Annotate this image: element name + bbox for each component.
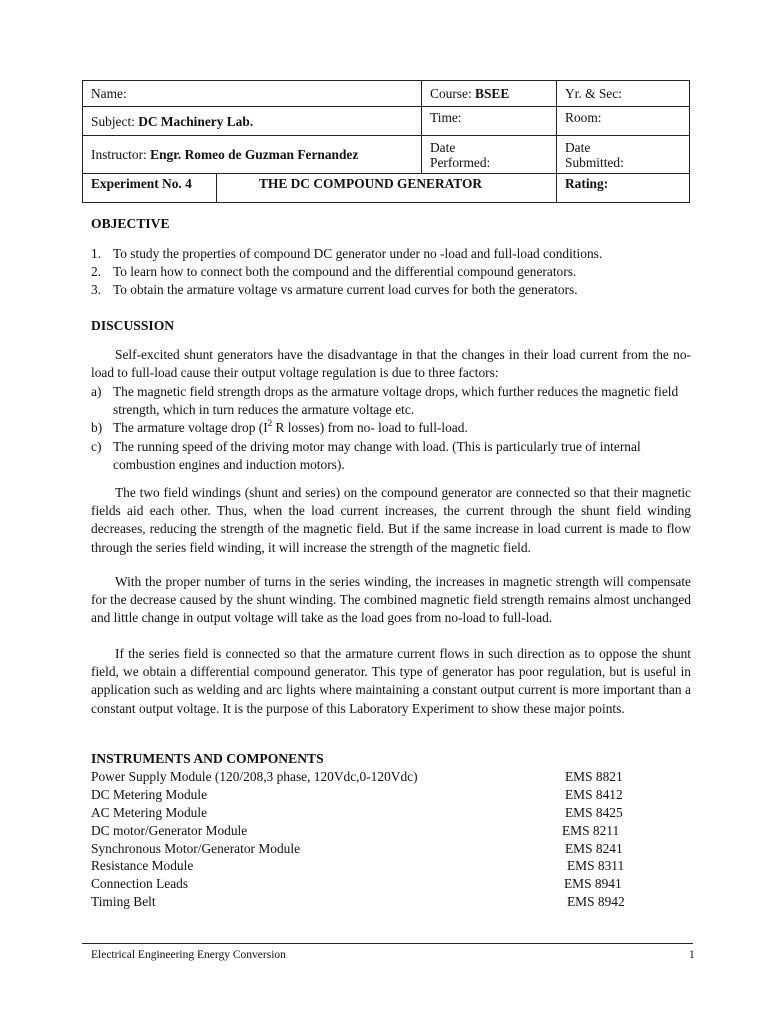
list-item: DC motor/Generator Module EMS 8211 xyxy=(91,822,620,838)
experiment-title: THE DC COMPOUND GENERATOR xyxy=(217,174,557,203)
lab-header-table xyxy=(82,80,690,203)
instruments-heading: INSTRUMENTS AND COMPONENTS xyxy=(91,751,324,766)
footer-text: Electrical Engineering Energy Conversion xyxy=(91,949,286,961)
factor-list xyxy=(91,383,691,474)
rating-cell: Rating: xyxy=(557,174,690,203)
list-item: 3. To obtain the armature voltage vs armature current load curves for both the generators. xyxy=(91,282,578,297)
list-item: Synchronous Motor/Generator Module EMS 8241 xyxy=(91,840,623,856)
discussion-paragraph-3: If the series field is connected so that the armature current flows in such direction as to oppose the shunt field, we obtain a differential compound generator. This type of generator has poor regulation, but is useful in application such as welding and arc lights where maintaining a constant output current is more important than a constant output voltage. It is the purpose of this Laboratory Experiment to show these major points. xyxy=(91,646,691,716)
list-item: Resistance Module EMS 8311 xyxy=(91,858,625,874)
list-item: Power Supply Module (120/208,3 phase, 120Vdc,0-120Vdc) EMS 8821 xyxy=(91,769,623,784)
discussion-paragraph-2: With the proper number of turns in the series winding, the increases in magnetic strength will compensate for the decrease caused by the shunt winding. The combined magnetic field strength remains almost unchanged and little change in output voltage will take as the load goes from no-load to full-load. xyxy=(91,574,691,626)
course-cell: Course: BSEE xyxy=(422,81,557,107)
page-number: 1 xyxy=(689,949,695,961)
footer-divider xyxy=(82,943,693,944)
instruments-list xyxy=(91,768,651,911)
list-item: Connection Leads EMS 8941 xyxy=(91,876,622,892)
list-item: a) The magnetic field strength drops as the armature voltage drops, which further reduces the magnetic field strength, which in turn reduces the armature voltage etc. xyxy=(91,384,679,418)
objective-list xyxy=(91,245,711,299)
date-performed-cell: Date Performed: xyxy=(422,136,557,174)
instructor-cell: Instructor: Engr. Romeo de Guzman Fernandez xyxy=(83,136,422,174)
list-item: AC Metering Module EMS 8425 xyxy=(91,804,623,820)
list-item: 2. To learn how to connect both the compound and the differential compound generators. xyxy=(91,264,577,279)
objective-heading: OBJECTIVE xyxy=(91,216,170,231)
date-submitted-cell: Date Submitted: xyxy=(557,136,690,174)
list-item: Timing Belt EMS 8942 xyxy=(91,894,625,910)
list-item: DC Metering Module EMS 8412 xyxy=(91,786,623,802)
experiment-number: Experiment No. 4 xyxy=(83,174,217,203)
time-cell: Time: xyxy=(422,107,557,136)
name-cell: Name: xyxy=(83,81,422,107)
yr-sec-cell: Yr. & Sec: xyxy=(557,81,690,107)
discussion-heading: DISCUSSION xyxy=(91,318,175,333)
subject-cell: Subject: DC Machinery Lab. xyxy=(83,107,422,136)
room-cell: Room: xyxy=(557,107,690,136)
list-item: c) The running speed of the driving motor may change with load. (This is particularly true of internal combustion engines and induction motors). xyxy=(91,438,641,472)
list-item: b) The armature voltage drop ($I^2$ R losses) from no- load to full-load. xyxy=(91,417,468,436)
discussion-paragraph-1: The two field windings (shunt and series) on the compound generator are connected so that their magnetic fields aid each other. Thus, when the load current increases, the current through the shunt field winding decreases, reducing the strength of the magnetic field. But if the same increase in load current is made to flow through the series field winding, it will increase the strength of the magnetic field. xyxy=(91,485,691,555)
discussion-intro: Self-excited shunt generators have the disadvantage in that the changes in their load current from the no-load to full-load cause their output voltage regulation is due to three factors: xyxy=(91,347,691,381)
list-item: 1. To study the properties of compound DC generator under no -load and full-load conditions. xyxy=(91,246,603,261)
